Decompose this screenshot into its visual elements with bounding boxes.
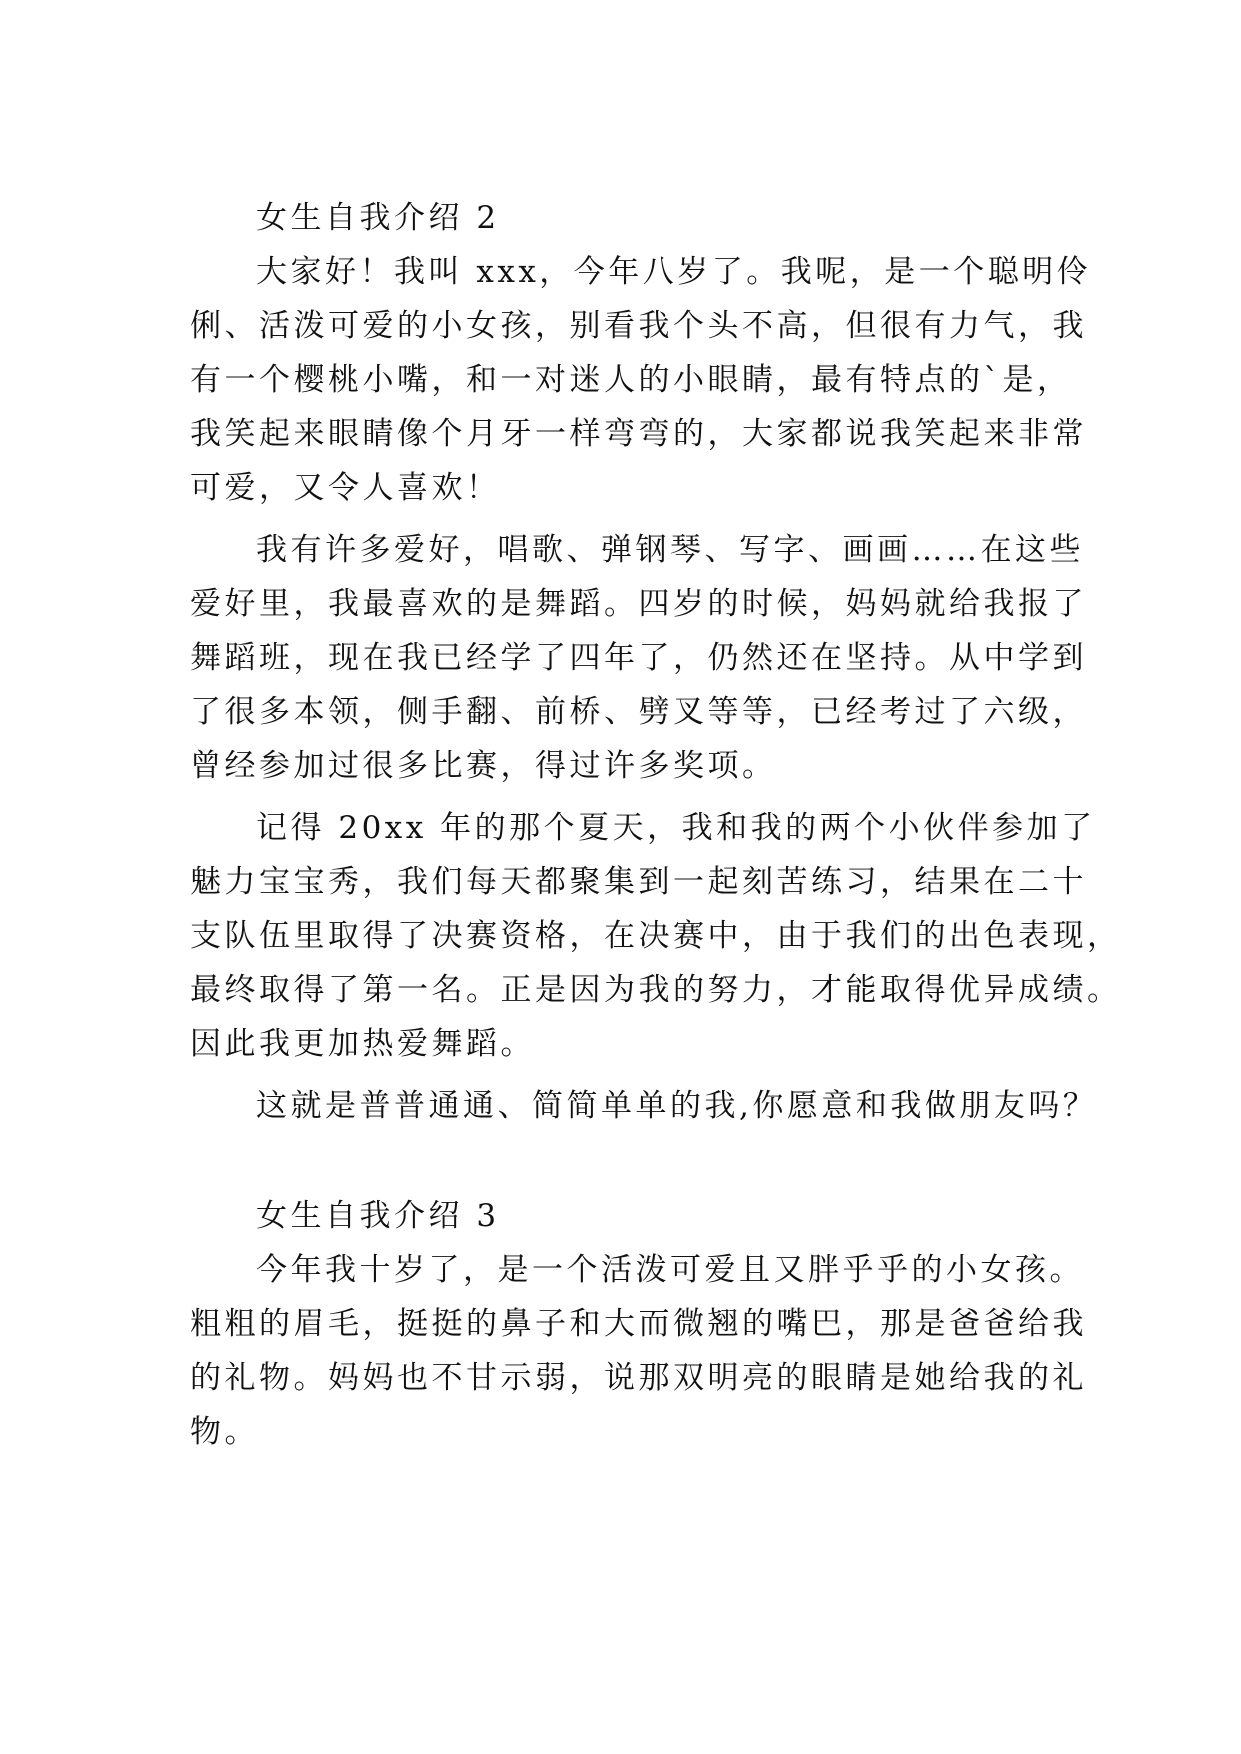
paragraph-line: 因此我更加热爱舞蹈。 bbox=[190, 1026, 535, 1062]
paragraph-line: 可爱，又令人喜欢！ bbox=[190, 470, 501, 506]
paragraph-line: 记得 20xx 年的那个夏天，我和我的两个小伙伴参加了 bbox=[256, 810, 1096, 846]
paragraph-line: 舞蹈班，现在我已经学了四年了，仍然还在坚持。从中学到 bbox=[190, 640, 1087, 676]
section-heading: 女生自我介绍 2 bbox=[256, 200, 500, 236]
paragraph-line: 我笑起来眼睛像个月牙一样弯弯的，大家都说我笑起来非常 bbox=[190, 416, 1087, 452]
paragraph-line: 魅力宝宝秀，我们每天都聚集到一起刻苦练习，结果在二十 bbox=[190, 864, 1087, 900]
paragraph-line: 俐、活泼可爱的小女孩，别看我个头不高，但很有力气，我 bbox=[190, 308, 1087, 344]
paragraph-line: 大家好！我叫 xxx，今年八岁了。我呢，是一个聪明伶 bbox=[256, 254, 1092, 290]
paragraph-line: 了很多本领，侧手翻、前桥、劈叉等等，已经考过了六级， bbox=[190, 694, 1087, 730]
paragraph-line: 这就是普普通通、简简单单的我,你愿意和我做朋友吗？ bbox=[256, 1088, 1098, 1124]
paragraph-line: 的礼物。妈妈也不甘示弱，说那双明亮的眼睛是她给我的礼 bbox=[190, 1360, 1087, 1396]
paragraph-line: 支队伍里取得了决赛资格，在决赛中，由于我们的出色表现， bbox=[190, 918, 1122, 954]
section-heading: 女生自我介绍 3 bbox=[256, 1198, 500, 1234]
paragraph-line: 今年我十岁了，是一个活泼可爱且又胖乎乎的小女孩。 bbox=[256, 1252, 1084, 1288]
paragraph-line: 有一个樱桃小嘴，和一对迷人的小眼睛，最有特点的`是， bbox=[190, 362, 1072, 398]
paragraph-line: 粗粗的眉毛，挺挺的鼻子和大而微翘的嘴巴，那是爸爸给我 bbox=[190, 1306, 1087, 1342]
paragraph-line: 最终取得了第一名。正是因为我的努力，才能取得优异成绩。 bbox=[190, 972, 1122, 1008]
paragraph-line: 物。 bbox=[190, 1414, 259, 1450]
paragraph-line: 曾经参加过很多比赛，得过许多奖项。 bbox=[190, 748, 777, 784]
paragraph-line: 我有许多爱好，唱歌、弹钢琴、写字、画画……在这些 bbox=[256, 532, 1084, 568]
paragraph-line: 爱好里，我最喜欢的是舞蹈。四岁的时候，妈妈就给我报了 bbox=[190, 586, 1087, 622]
